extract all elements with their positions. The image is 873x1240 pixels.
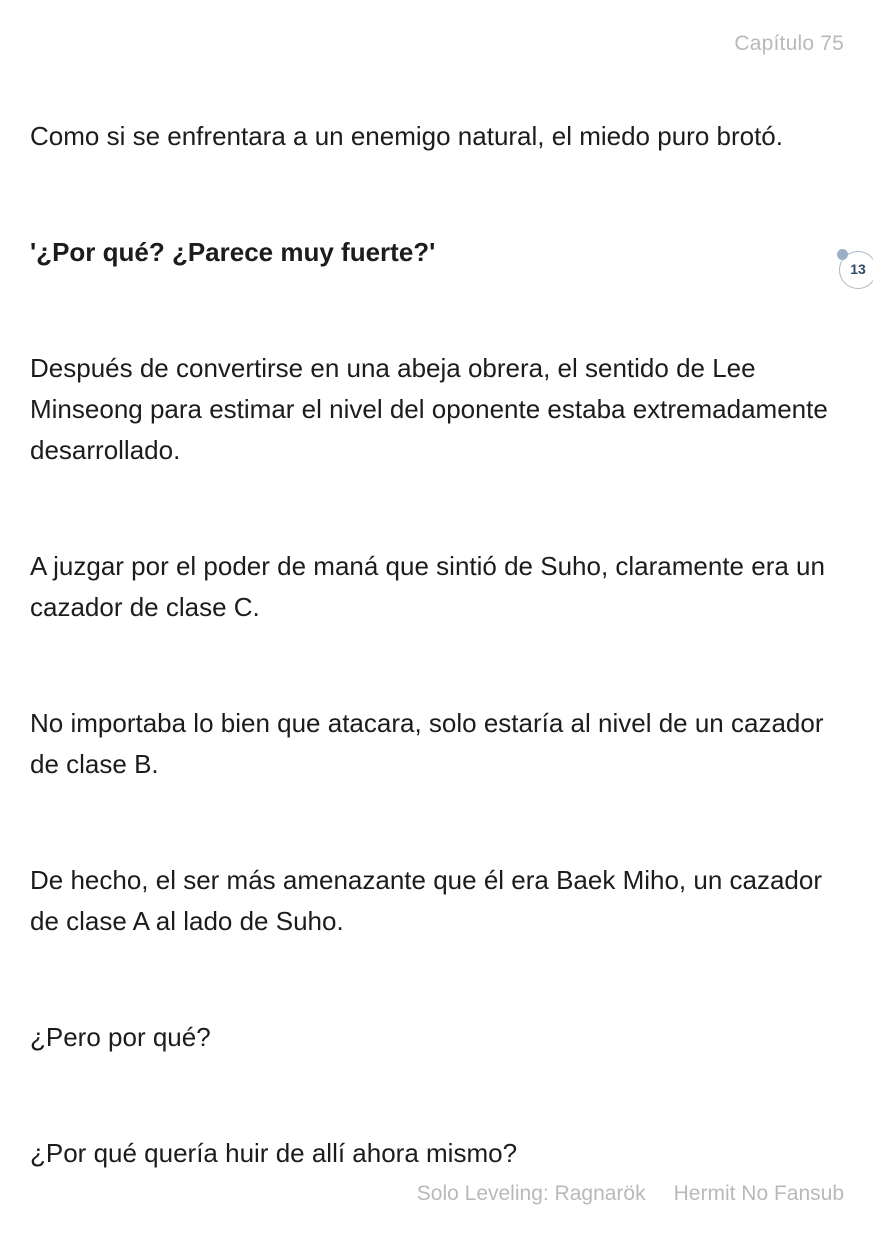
paragraph: De hecho, el ser más amenazante que él era Baek Miho, un cazador de clase A al lado de Suho.: [30, 865, 823, 936]
paragraph: No importaba lo bien que atacara, solo estaría al nivel de un cazador de clase B.: [30, 708, 824, 779]
paragraph: Después de convertirse en una abeja obrera, el sentido de Lee Minseong para estimar el nivel del oponente estaba extremadamente desarrollado.: [30, 353, 828, 465]
bookmark-dot-icon: [837, 249, 848, 260]
page-number: 13: [850, 261, 866, 277]
translator-credit: Hermit No Fansub: [673, 1182, 844, 1205]
page-footer: [417, 1182, 844, 1206]
paragraph: Como si se enfrentara a un enemigo natural, el miedo puro brotó.: [30, 121, 783, 151]
book-title: Solo Leveling: Ragnarök: [416, 1182, 646, 1205]
page-number-badge[interactable]: [839, 251, 873, 289]
paragraph: A juzgar por el poder de maná que sintió de Suho, claramente era un cazador de clase C.: [30, 551, 825, 622]
paragraph-thought: '¿Por qué? ¿Parece muy fuerte?': [30, 237, 436, 267]
paragraph: ¿Por qué quería huir de allí ahora mismo?: [30, 1138, 518, 1168]
chapter-title: Capítulo 75: [734, 32, 844, 55]
paragraph: ¿Pero por qué?: [30, 1022, 211, 1052]
